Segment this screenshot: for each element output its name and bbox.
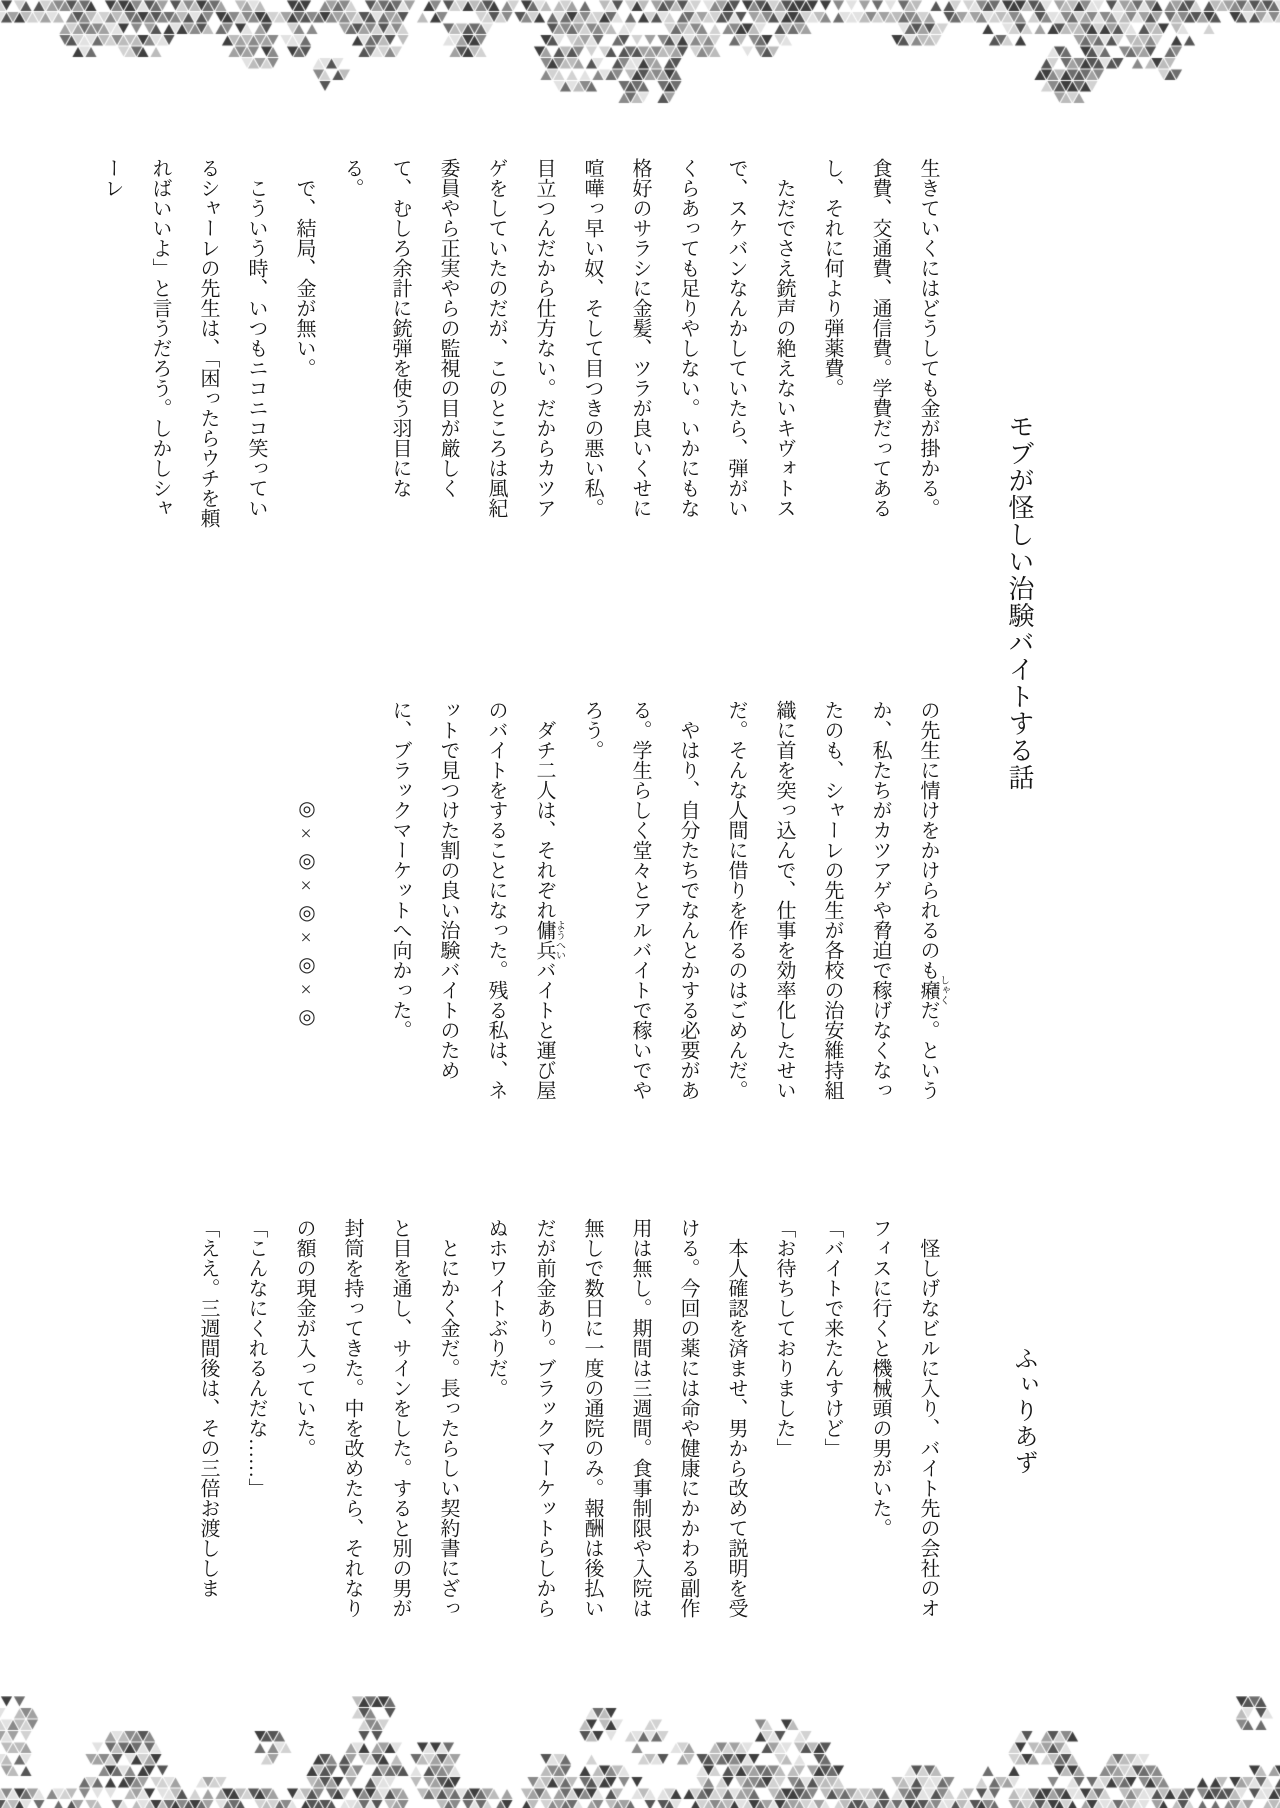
author-name: ふぃりあず [1010, 1346, 1036, 1476]
story-section-opening [101, 158, 952, 530]
decorative-triangle-band-bottom [0, 1696, 1280, 1808]
paragraph: 「こんなにくれるんだな……」 [245, 1218, 267, 1498]
story-section-black-market [180, 1218, 952, 1632]
paragraph: 本人確認を済ませ、男から改めて説明を受ける。今回の薬には命や健康にかかわる副作用は無し。期間は三週間。食事制限や入院は無しで数日に一度の通院のみ。報酬は後払いだが前金あり。ブラックマーケットらしからぬホワイトぶりだ。 [485, 1218, 747, 1618]
section-divider: ◎×◎×◎×◎×◎ [295, 796, 317, 1031]
story-section-plan [228, 700, 952, 1104]
paragraph: やはり、自分たちでなんとかする必要がある。学生らしく堂々とアルバイトで稼いでやろう。 [581, 700, 699, 1100]
paragraph: こういう時、いつもニコニコ笑っているシャーレの先生は、「困ったらウチを頼ればいいよ」と言うだろう。しかしシャーレ [101, 158, 267, 528]
decorative-triangle-band-top [0, 0, 1280, 104]
paragraph: 怪しげなビルに入り、バイト先の会社のオフィスに行くと機械頭の男がいた。 [869, 1218, 939, 1618]
paragraph: 「ええ。三週間後は、その三倍お渡ししま [197, 1218, 219, 1598]
paragraph: で、結局、金が無い。 [293, 178, 315, 378]
paragraph: 「バイトで来たんすけど」 [821, 1218, 843, 1458]
page-title: モブが怪しい治験バイトする話 [1005, 413, 1034, 791]
paragraph: ただでさえ銃声の絶えないキヴォトスで、スケバンなんかしていたら、弾がいくらあっても足りやしない。いかにもな格好のサラシに金髪、ツラが良いくせに喧嘩っ早い奴、そして目つきの悪い私。目立つんだから仕方ない。だからカツアゲをしていたのだが、このところは風紀委員やら正実やらの監視の目が厳しくて、むしろ余計に銃弾を使う羽目になる。 [341, 158, 795, 518]
paragraph: とにかく金だ。長ったらしい契約書にざっと目を通し、サインをした。すると別の男が封筒を持ってきた。中を改めたら、それなりの額の現金が入っていた。 [293, 1218, 459, 1618]
paragraph: ダチ二人は、それぞれ傭兵ようへいバイトと運び屋のバイトをすることになった。残る私は、ネットで見つけた割の良い治験バイトのために、ブラックマーケットへ向かった。 [389, 700, 565, 1100]
paragraph: の先生に情けをかけられるのも癪しゃくだ。というか、私たちがカツアゲや脅迫で稼げなくなったのも、シャーレの先生が各校の治安維持組織に首を突っ込んで、仕事を効率化したせいだ。そんな人間に借りを作るのはごめんだ。 [725, 700, 949, 1100]
paragraph: 「お待ちしておりました」 [773, 1218, 795, 1458]
paragraph: 生きていくにはどうしても金が掛かる。食費、交通費、通信費。学費だってあるし、それに何より弾薬費。 [821, 158, 939, 518]
